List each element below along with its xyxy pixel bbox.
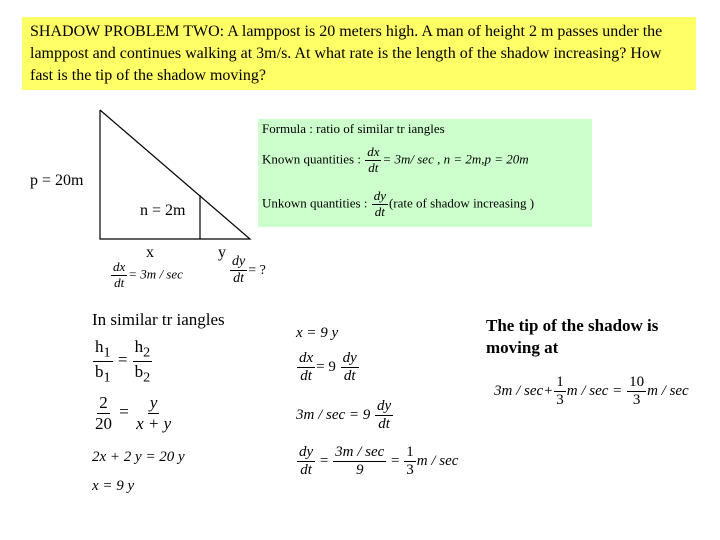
differentiated-eq: $\frac{dx}{dt}$ = 9 $\frac{dy}{dt}$ (299, 350, 357, 385)
y-label: y (218, 244, 226, 261)
ratio-numbers: $\frac{2}{20}$ = $\frac{y}{x + y}$ (95, 393, 172, 433)
x-label: x (146, 244, 154, 261)
formula-line: Formula : ratio of similar tr iangles (262, 121, 445, 136)
x-eq-9y-left: x = 9 y (92, 478, 135, 494)
known-quantities: Known quantities : $\frac{dx}{dt}$ = 3m/ sec , n = 2m,p = 20m (262, 144, 529, 175)
n-label: n = 2m (140, 202, 186, 219)
unknown-quantities: Unkown quantities : $\frac{dy}{dt}$ (rate of shadow increasing ) (262, 188, 535, 219)
p-label: p = 20m (30, 172, 84, 189)
tip-rate-expression: 3m / sec+ $\frac{1}{3}$ m / sec = $\frac{10}{3}$ m / sec (494, 374, 689, 409)
substituted-eq: 3m / sec = 9 $\frac{dy}{dt}$ (296, 398, 392, 433)
problem-statement: SHADOW PROBLEM TWO: A lamppost is 20 meters high. A man of height 2 m passes under the lamppost and continues walking at 3m/s. At what rate is the length of the shadow increasing? How fast is the tip of the shadow moving? (22, 17, 696, 90)
x-eq-9y-mid: x = 9 y (296, 325, 339, 341)
dxdt-given: $\frac{dx}{dt}$ = 3m / sec (113, 259, 183, 290)
tip-heading: The tip of the shadow is moving at (486, 316, 659, 357)
similar-heading: In similar tr iangles (92, 310, 225, 329)
dydt-result: $\frac{dy}{dt}$ = $\frac{3m / \sec}{9}$ = $\frac{1}{3}$ m / sec (299, 444, 459, 479)
linear-eq: 2x + 2 y = 20 y (92, 449, 185, 465)
ratio-h-b: $\frac{h_1}{b_1}$ = $\frac{h_2}{b_2}$ (95, 337, 151, 386)
formula-box (258, 119, 592, 227)
dydt-unknown: $\frac{dy}{dt}$ = ? (232, 254, 266, 287)
